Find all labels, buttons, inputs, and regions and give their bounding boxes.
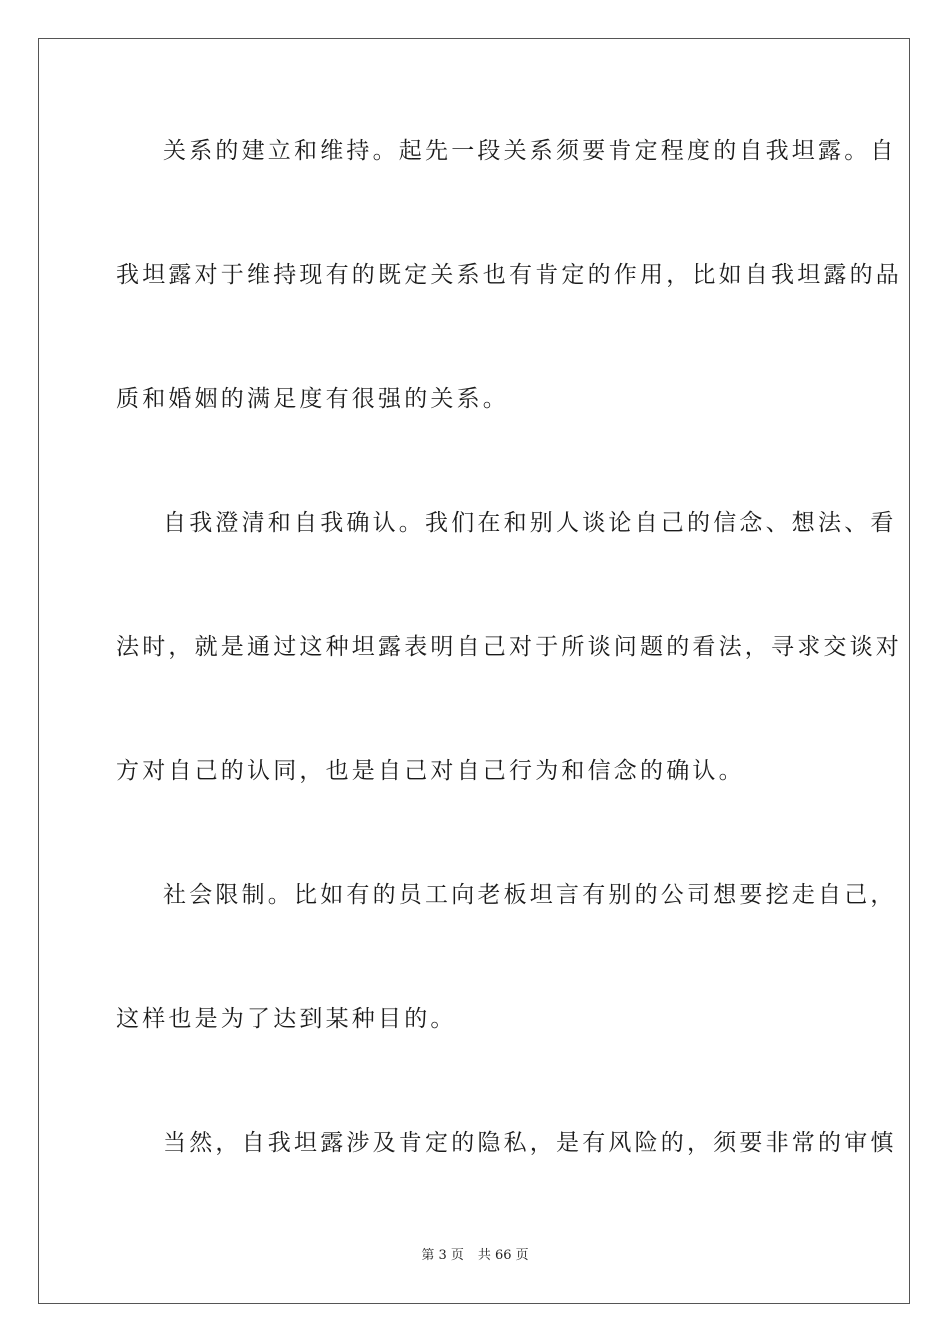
paragraph-line-9: 当然，自我坦露涉及肯定的隐私，是有风险的，须要非常的审慎 [163,1130,897,1156]
total-pages-label: 共 66 页 [477,1248,529,1263]
paragraph-line-8: 这样也是为了达到某种目的。 [116,1006,457,1032]
paragraph-line-4: 自我澄清和自我确认。我们在和别人谈论自己的信念、想法、看 [163,510,897,536]
paragraph-line-2: 我坦露对于维持现有的既定关系也有肯定的作用，比如自我坦露的品 [116,262,902,288]
current-page-label: 第 3 页 [421,1248,464,1263]
paragraph-line-6: 方对自己的认同，也是自己对自己行为和信念的确认。 [116,758,745,784]
paragraph-line-5: 法时，就是通过这种坦露表明自己对于所谈问题的看法，寻求交谈对 [116,634,902,660]
paragraph-line-3: 质和婚姻的满足度有很强的关系。 [116,386,509,412]
page-border [38,38,910,1304]
paragraph-line-7: 社会限制。比如有的员工向老板坦言有别的公司想要挖走自己， [163,882,897,908]
page-footer [0,1248,950,1264]
paragraph-line-1: 关系的建立和维持。起先一段关系须要肯定程度的自我坦露。自 [163,138,897,164]
